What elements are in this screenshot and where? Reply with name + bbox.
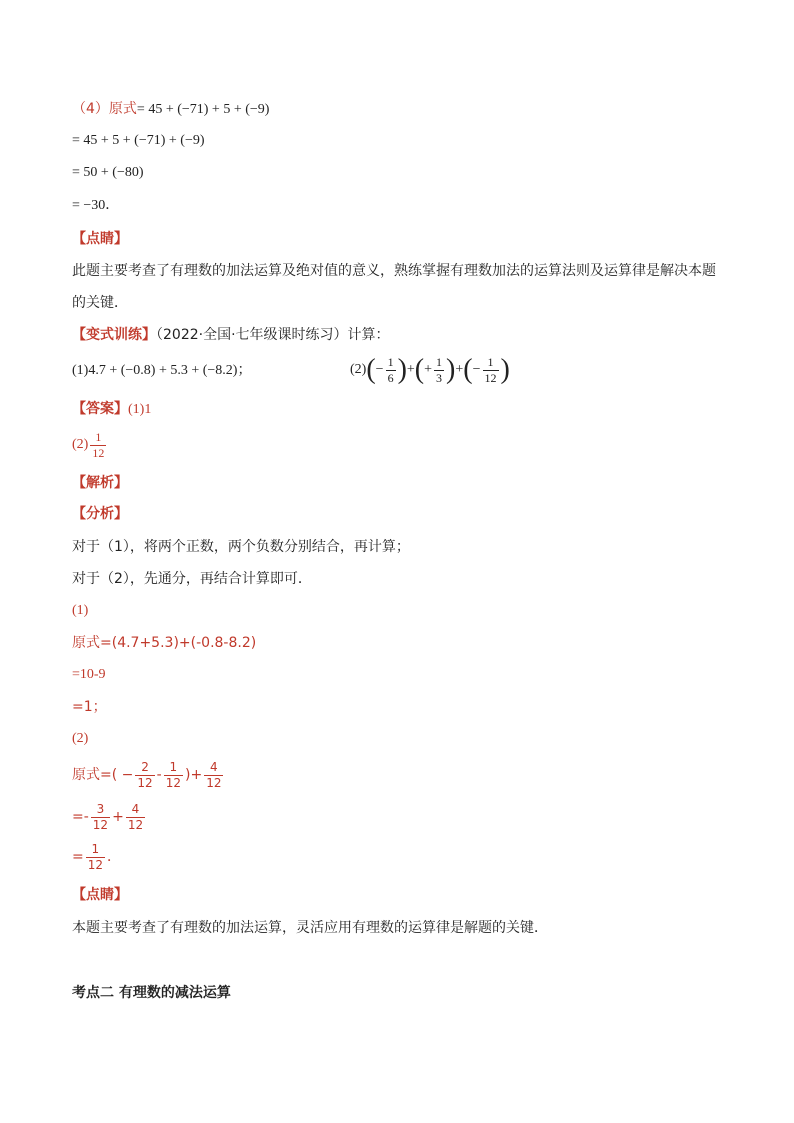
step-line-3: = 50 + (−80)	[72, 165, 144, 180]
fenxi-heading: 【分析】	[72, 506, 128, 522]
step-line-1	[72, 100, 269, 119]
problem-label: （4）原式	[72, 101, 137, 117]
solution-2-step-2: =- $\frac{3}{12}$ + $\frac{4}{12}$	[72, 801, 144, 832]
answer-1: (1)1	[128, 402, 152, 417]
fraction: $\frac{1}{12}$	[87, 841, 104, 872]
variant-source: （2022·全国·七年级课时练习）计算：	[156, 327, 390, 343]
fraction: $\frac{1}{12}$	[92, 429, 105, 460]
solution-1-step-2: =10-9	[72, 667, 106, 682]
dianjing-heading: 【点睛】	[72, 231, 128, 247]
comment-line-2: 的关键．	[72, 295, 128, 311]
step-expression: = 45 + (−71) + 5 + (−9)	[136, 102, 270, 117]
variant-heading	[72, 326, 390, 344]
fraction: $\frac{4}{12}$	[127, 801, 144, 832]
question-1: (1)4.7 + (−0.8) + 5.3 + (−8.2)；	[72, 363, 252, 378]
solution-2-step-1: 原式=( − $\frac{2}{12}$ - $\frac{1}{12}$ )+ $\frac{4}{12}$	[72, 759, 222, 790]
answer-tag: 【答案】	[72, 401, 128, 417]
solution-1-step-1: 原式=(4.7+5.3)+(-0.8-8.2)	[72, 635, 257, 651]
fraction: $\frac{4}{12}$	[206, 759, 222, 790]
dianjing-heading-2: 【点睛】	[72, 887, 128, 903]
section-title: 考点二 有理数的减法运算	[72, 985, 231, 1001]
step-line-4: = −30．	[72, 198, 120, 213]
fraction: $\frac{2}{12}$	[137, 759, 153, 790]
question-2: (2)(− $\frac{1}{6}$ )+(+ $\frac{1}{3}$ )+(− $\frac{1}{12}$ )	[350, 354, 510, 385]
analysis-line-2: 对于（2），先通分，再结合计算即可．	[72, 571, 312, 587]
fraction: $\frac{1}{12}$	[165, 759, 181, 790]
solution-1-label: (1)	[72, 603, 89, 618]
answer-line-1	[72, 400, 151, 419]
solution-2-step-3: = $\frac{1}{12}$ ．	[72, 841, 122, 872]
fraction: $\frac{1}{3}$	[436, 354, 443, 385]
fraction: $\frac{1}{12}$	[484, 354, 497, 385]
comment-2: 本题主要考查了有理数的加法运算，灵活应用有理数的运算律是解题的关键．	[72, 920, 548, 936]
variant-tag: 【变式训练】	[72, 327, 156, 343]
fraction: $\frac{3}{12}$	[92, 801, 109, 832]
solution-2-label: (2)	[72, 731, 89, 746]
solution-1-step-3: =1；	[72, 699, 107, 715]
fraction: $\frac{1}{6}$	[387, 354, 394, 385]
analysis-line-1: 对于（1），将两个正数，两个负数分别结合，再计算；	[72, 539, 410, 555]
jiexi-heading: 【解析】	[72, 475, 128, 491]
step-line-2: = 45 + 5 + (−71) + (−9)	[72, 133, 205, 148]
answer-line-2: (2) $\frac{1}{12}$	[72, 429, 105, 460]
comment-line-1: 此题主要考查了有理数的加法运算及绝对值的意义，熟练掌握有理数加法的运算法则及运算律是解决本题	[72, 263, 716, 279]
